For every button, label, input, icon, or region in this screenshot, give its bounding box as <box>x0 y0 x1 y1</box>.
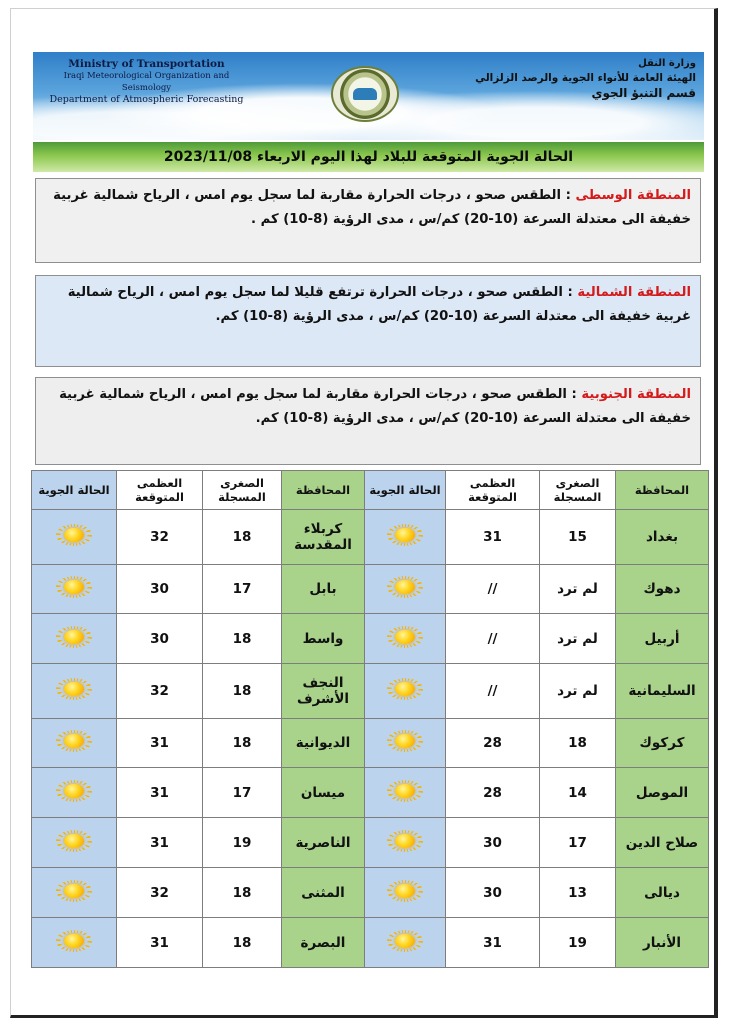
region-text: : الطقس صحو ، درجات الحرارة ترتفع قليلا لما سجل يوم امس ، الرياح شمالية غربية خفيفة الى معتدلة السرعة (10-20) كم/س ، مدى الرؤية (8-10) كم. <box>67 285 691 324</box>
province-cell: صلاح الدين <box>616 818 709 868</box>
max-cell: // <box>446 614 540 664</box>
province-cell: البصرة <box>282 918 365 968</box>
max-cell: // <box>446 565 540 614</box>
header-min: الصغرى المسجلة <box>540 471 616 510</box>
min-cell: 18 <box>203 614 282 664</box>
condition-cell <box>365 818 446 868</box>
department-name-ar: قسم التنبؤ الجوي <box>591 86 696 100</box>
province-cell: الناصرية <box>282 818 365 868</box>
max-cell: 28 <box>446 768 540 818</box>
max-cell: 32 <box>117 664 203 719</box>
min-cell: 18 <box>203 719 282 768</box>
max-cell: 28 <box>446 719 540 768</box>
province-cell: النجف الأشرف <box>282 664 365 719</box>
department-name-en: Department of Atmospheric Forecasting <box>49 94 244 105</box>
condition-cell <box>32 510 117 565</box>
table-row <box>32 868 709 918</box>
region-south <box>35 377 701 465</box>
condition-cell <box>365 719 446 768</box>
header-min: الصغرى المسجلة <box>203 471 282 510</box>
sun-icon <box>387 730 423 752</box>
forecast-table <box>31 470 709 968</box>
max-cell: 31 <box>117 719 203 768</box>
sun-icon <box>387 780 423 802</box>
header-condition: الحالة الجوية <box>365 471 446 510</box>
table-row <box>32 768 709 818</box>
condition-cell <box>365 614 446 664</box>
table-row <box>32 510 709 565</box>
min-cell: 18 <box>203 664 282 719</box>
sun-icon <box>56 880 92 902</box>
max-cell: 30 <box>117 614 203 664</box>
sun-icon <box>56 678 92 700</box>
min-cell: 15 <box>540 510 616 565</box>
condition-cell <box>32 918 117 968</box>
region-text: : الطقس صحو ، درجات الحرارة مقاربة لما سجل يوم امس ، الرياح شمالية غربية خفيفة الى معتدلة السرعة (10-20) كم/س ، مدى الرؤية (8-10) كم . <box>53 188 691 227</box>
province-cell: بغداد <box>616 510 709 565</box>
max-cell: 31 <box>117 818 203 868</box>
sun-icon <box>387 678 423 700</box>
min-cell: لم ترد <box>540 664 616 719</box>
condition-cell <box>365 868 446 918</box>
condition-cell <box>32 818 117 868</box>
min-cell: 13 <box>540 868 616 918</box>
min-cell: 18 <box>203 868 282 918</box>
organization-name-ar: الهيئة العامة للأنواء الجوية والرصد الزلزالي <box>475 72 696 84</box>
province-cell: الديوانية <box>282 719 365 768</box>
max-cell: 31 <box>446 918 540 968</box>
organization-name-en: Iraqi Meteorological Organization and Seismology <box>63 71 230 93</box>
condition-cell <box>365 664 446 719</box>
condition-cell <box>32 614 117 664</box>
header-arabic <box>475 56 696 101</box>
region-name: المنطقة الوسطى <box>575 188 691 203</box>
condition-cell <box>32 719 117 768</box>
organization-seal-icon <box>331 66 399 122</box>
condition-cell <box>365 768 446 818</box>
max-cell: // <box>446 664 540 719</box>
header-english <box>39 58 254 106</box>
sun-icon <box>387 880 423 902</box>
table-row <box>32 918 709 968</box>
table-row <box>32 818 709 868</box>
condition-cell <box>365 510 446 565</box>
table-row <box>32 664 709 719</box>
province-cell: المثنى <box>282 868 365 918</box>
forecast-title-bar <box>33 142 704 172</box>
condition-cell <box>32 868 117 918</box>
header-province: المحافظة <box>616 471 709 510</box>
condition-cell <box>365 918 446 968</box>
min-cell: 17 <box>203 565 282 614</box>
max-cell: 30 <box>117 565 203 614</box>
condition-cell <box>365 565 446 614</box>
sun-icon <box>387 524 423 546</box>
min-cell: 18 <box>540 719 616 768</box>
province-cell: السليمانية <box>616 664 709 719</box>
min-cell: 19 <box>540 918 616 968</box>
max-cell: 31 <box>117 768 203 818</box>
province-cell: الأنبار <box>616 918 709 968</box>
max-cell: 30 <box>446 818 540 868</box>
province-cell: أربيل <box>616 614 709 664</box>
header-condition: الحالة الجوية <box>32 471 117 510</box>
sun-icon <box>387 930 423 952</box>
sun-icon <box>387 830 423 852</box>
max-cell: 31 <box>117 918 203 968</box>
sun-icon <box>56 780 92 802</box>
table-header-row <box>32 471 709 510</box>
region-north <box>35 275 701 367</box>
condition-cell <box>32 768 117 818</box>
forecast-title: الحالة الجوية المتوقعة للبلاد لهذا اليوم الاربعاء 2023/11/08 <box>163 149 574 165</box>
header-max: العظمى المتوقعة <box>446 471 540 510</box>
condition-cell <box>32 565 117 614</box>
sun-icon <box>56 730 92 752</box>
min-cell: لم ترد <box>540 614 616 664</box>
min-cell: 18 <box>203 918 282 968</box>
sun-icon <box>56 576 92 598</box>
min-cell: 19 <box>203 818 282 868</box>
region-text: : الطقس صحو ، درجات الحرارة مقاربة لما سجل يوم امس ، الرياح شمالية غربية خفيفة الى معتدلة السرعة (10-20) كم/س ، مدى الرؤية (8-10) كم. <box>59 387 691 426</box>
condition-cell <box>32 664 117 719</box>
header-province: المحافظة <box>282 471 365 510</box>
sun-icon <box>387 626 423 648</box>
ministry-name-ar: وزارة النقل <box>638 58 696 69</box>
sun-icon <box>56 524 92 546</box>
region-name: المنطقة الجنوبية <box>581 387 691 402</box>
min-cell: 18 <box>203 510 282 565</box>
table-row <box>32 614 709 664</box>
max-cell: 32 <box>117 868 203 918</box>
province-cell: دهوك <box>616 565 709 614</box>
max-cell: 32 <box>117 510 203 565</box>
province-cell: الموصل <box>616 768 709 818</box>
max-cell: 30 <box>446 868 540 918</box>
table-row <box>32 565 709 614</box>
region-central <box>35 178 701 263</box>
region-name: المنطقة الشمالية <box>577 285 691 300</box>
sun-icon <box>387 576 423 598</box>
min-cell: 17 <box>203 768 282 818</box>
min-cell: لم ترد <box>540 565 616 614</box>
min-cell: 17 <box>540 818 616 868</box>
ministry-name-en: Ministry of Transportation <box>68 58 225 70</box>
province-cell: ميسان <box>282 768 365 818</box>
province-cell: كربلاء المقدسة <box>282 510 365 565</box>
province-cell: ديالى <box>616 868 709 918</box>
table-row <box>32 719 709 768</box>
sun-icon <box>56 626 92 648</box>
sun-icon <box>56 830 92 852</box>
header-banner <box>33 52 704 140</box>
province-cell: واسط <box>282 614 365 664</box>
province-cell: كركوك <box>616 719 709 768</box>
max-cell: 31 <box>446 510 540 565</box>
header-max: العظمى المتوقعة <box>117 471 203 510</box>
min-cell: 14 <box>540 768 616 818</box>
sun-icon <box>56 930 92 952</box>
province-cell: بابل <box>282 565 365 614</box>
